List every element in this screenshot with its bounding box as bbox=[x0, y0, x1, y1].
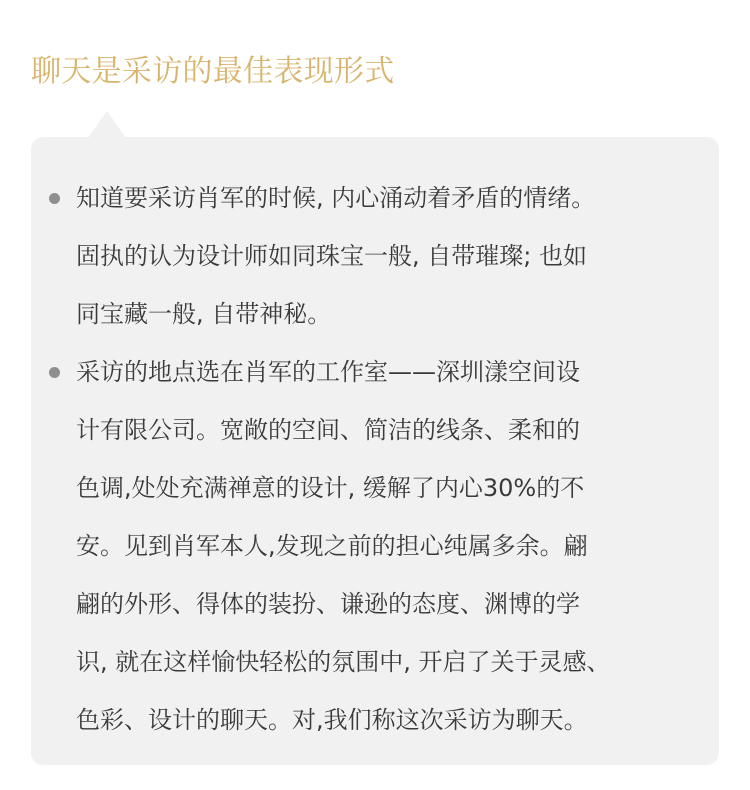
text-line: 采访的地点选在肖军的工作室——深圳漾空间设 bbox=[76, 358, 580, 386]
bullet-dot-icon bbox=[49, 367, 60, 378]
text-line: 安。见到肖军本人,发现之前的担心纯属多余。翩 bbox=[76, 532, 588, 560]
section-heading: 聊天是采访的最佳表现形式 bbox=[31, 54, 395, 89]
text-line: 翩的外形、得体的装扮、谦逊的态度、渊博的学 bbox=[76, 590, 580, 618]
bullet-list bbox=[42, 169, 702, 749]
text-line: 知道要采访肖军的时候, 内心涌动着矛盾的情绪。 bbox=[76, 184, 596, 212]
text-line: 固执的认为设计师如同珠宝一般, 自带璀璨; 也如 bbox=[76, 242, 587, 270]
bullet-item-2 bbox=[42, 343, 702, 749]
bullet-dot-icon bbox=[49, 193, 60, 204]
text-line: 识, 就在这样愉快轻松的氛围中, 开启了关于灵感、 bbox=[76, 648, 611, 676]
text-line: 色彩、设计的聊天。对,我们称这次采访为聊天。 bbox=[76, 706, 588, 734]
bullet-item-1 bbox=[42, 169, 702, 343]
text-line: 色调,处处充满禅意的设计, 缓解了内心30%的不 bbox=[76, 474, 585, 502]
speech-pointer bbox=[88, 111, 126, 138]
text-line: 计有限公司。宽敞的空间、简洁的线条、柔和的 bbox=[76, 416, 580, 444]
text-line: 同宝藏一般, 自带神秘。 bbox=[76, 300, 332, 328]
